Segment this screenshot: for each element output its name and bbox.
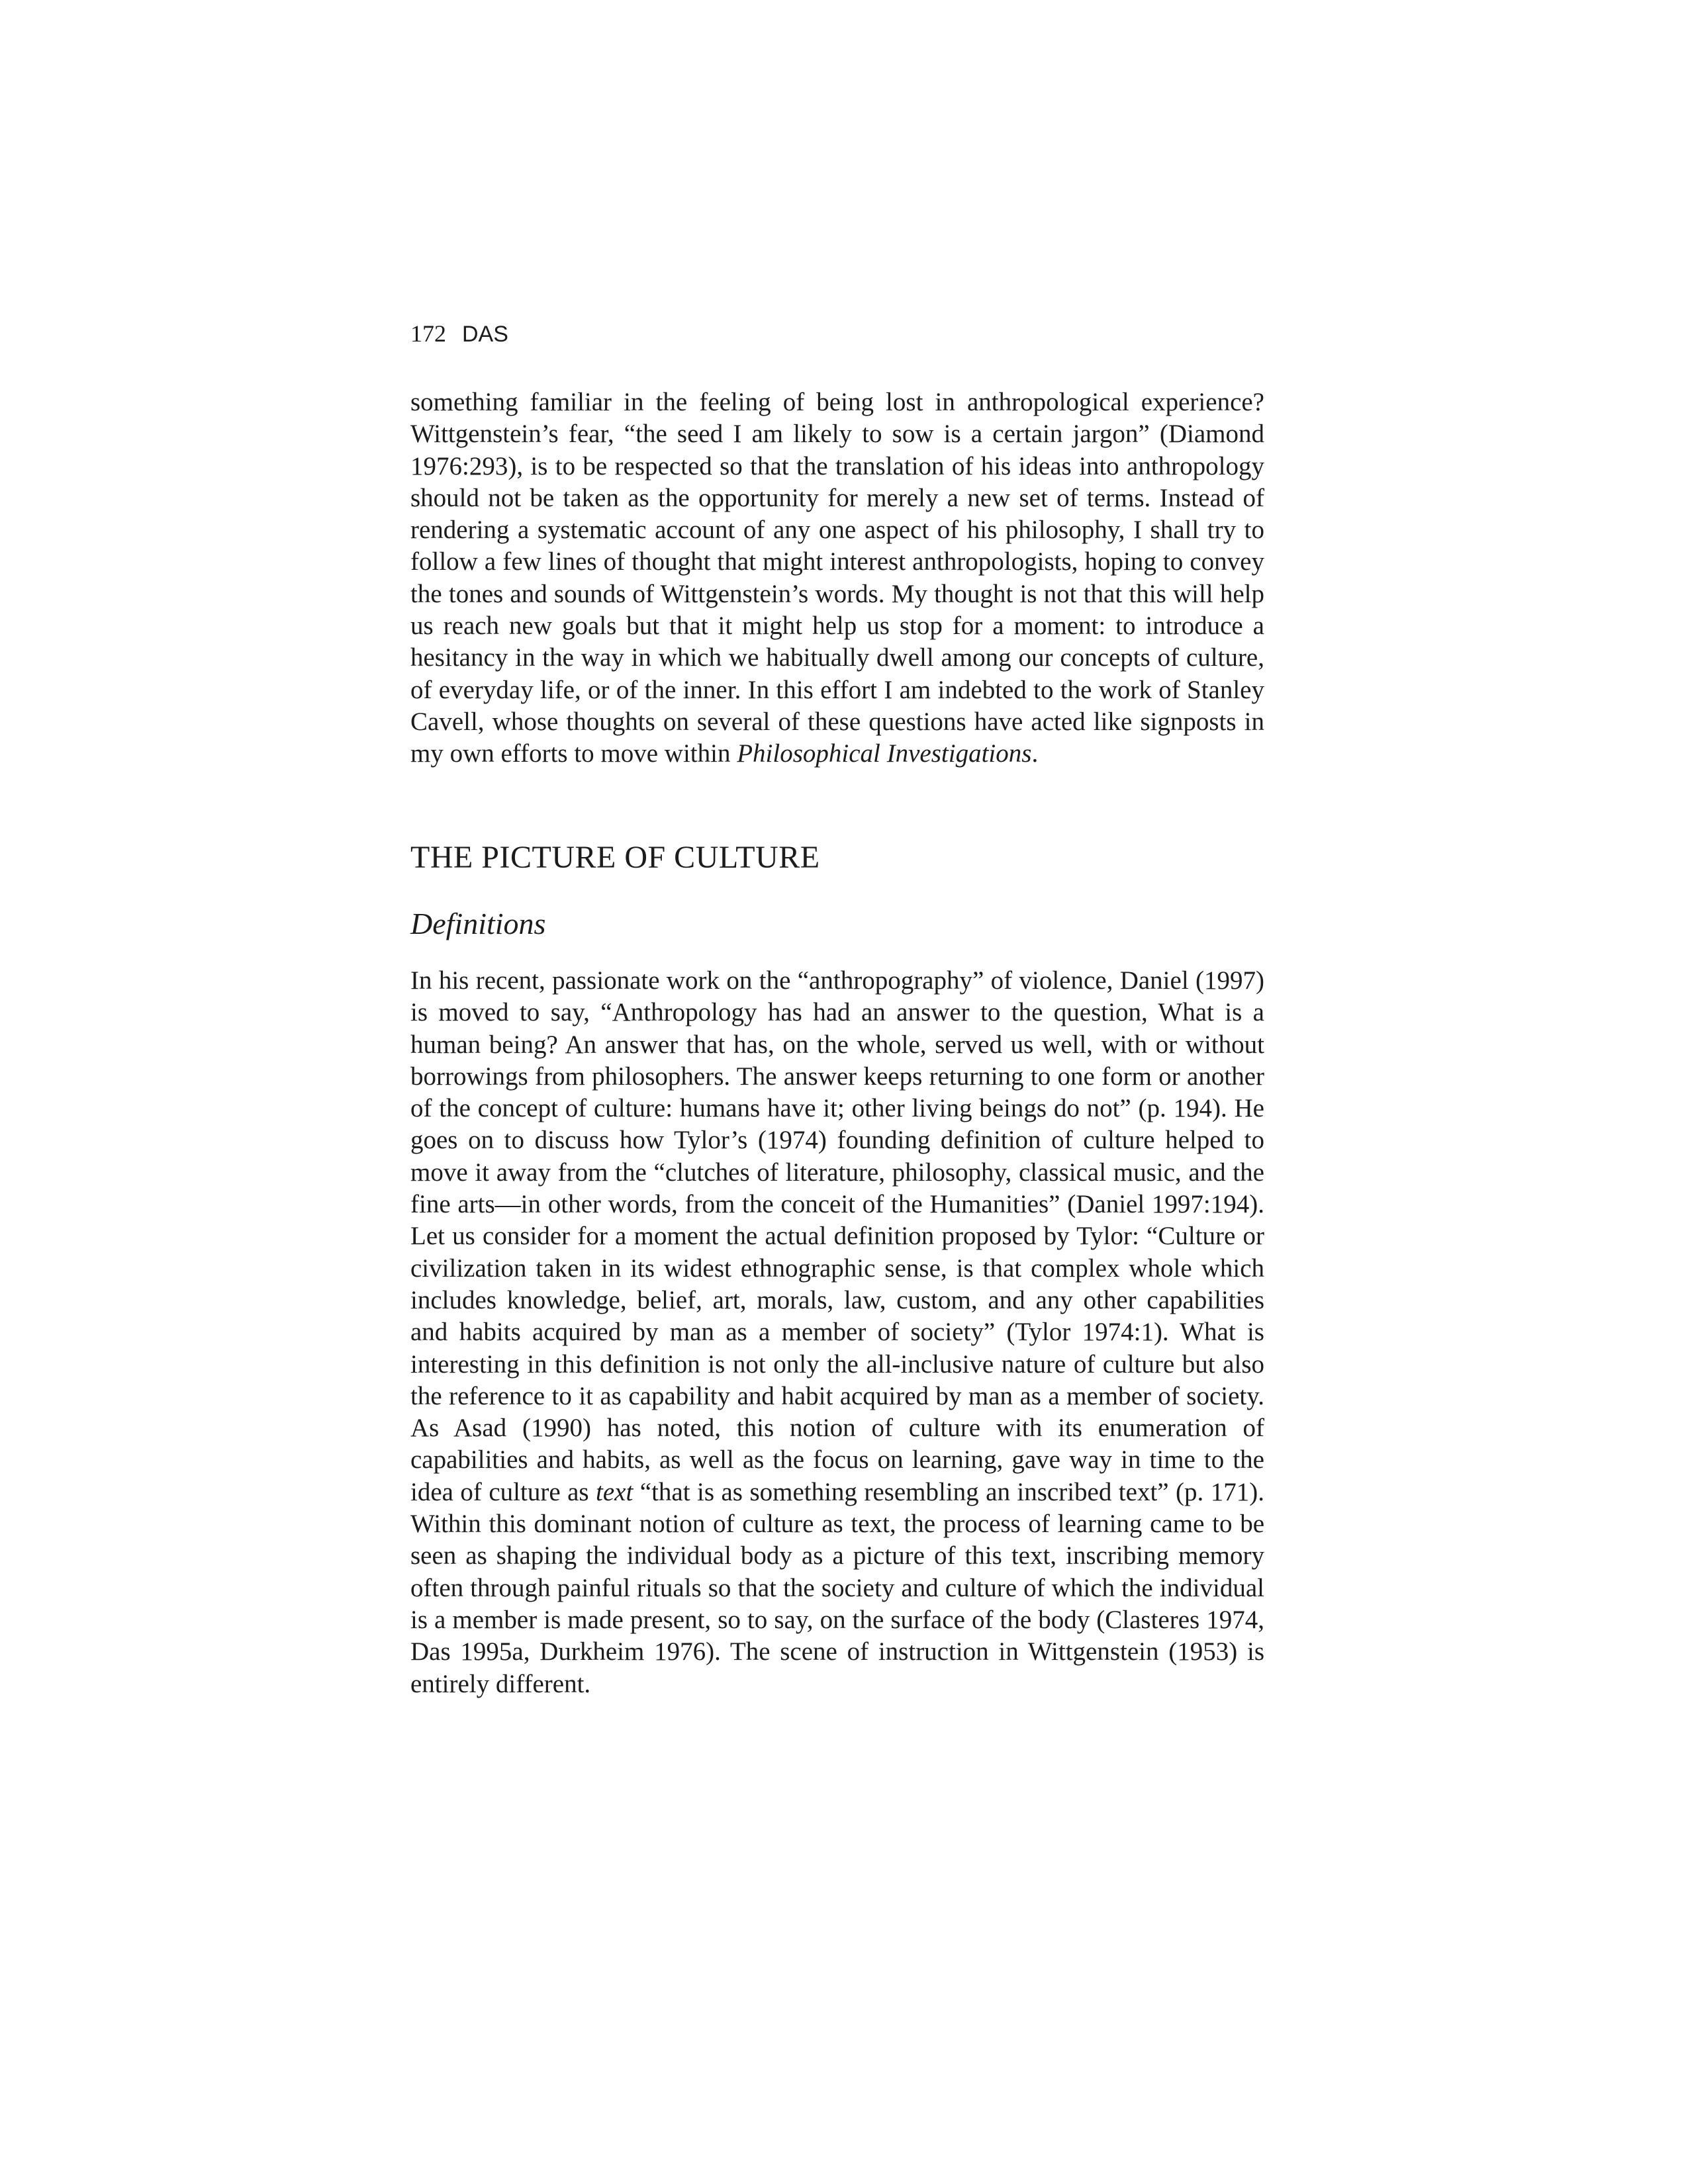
running-author: DAS xyxy=(462,322,508,347)
intro-paragraph xyxy=(410,387,1264,770)
intro-text xyxy=(410,387,1264,770)
body-text xyxy=(410,965,1264,1700)
intro-text-end: . xyxy=(1031,739,1039,768)
body-text-main: In his recent, passionate work on the “anthropography” of violence, Daniel (1997) is moved to say, “Anthropology has had an answer to the question, What is a human being? An answer that has, on the whole, served us well, with or without borrowings from philosophers. The answer keeps returning to one form or another of the concept of culture: humans have it; other living beings do not” (p. 194). He goes on to discuss how Tylor’s (1974) founding definition of culture helped to move it away from the “clutches of literature, philosophy, classical music, and the fine arts—in other words, from the conceit of the Humanities” (Daniel 1997:194). Let us consider for a moment the actual definition proposed by Tylor: “Culture or civilization taken in its widest ethnographic sense, is that complex whole which includes knowledge, belief, art, morals, law, custom, and any other capabilities and habits acquired by man as a member of society” (Tylor 1974:1). What is interesting in this definition is not only the all-inclusive nature of culture but also the reference to it as capability and habit acquired by man as a member of society. As Asad (1990) has noted, this notion of culture with its enumeration of capabilities and habits, as well as the focus on learning, gave way in time to the idea of culture as xyxy=(410,966,1264,1506)
body-paragraph xyxy=(410,965,1264,1700)
body-text-end: “that is as something resembling an inscribed text” (p. 171). Within this dominant notion of culture as text, the process of learning came to be seen as shaping the individual body as a picture of this text, inscribing memory often through painful rituals so that the society and culture of which the individual is a member is made present, so to say, on the surface of the body (Clasteres 1974, Das 1995a, Durkheim 1976). The scene of instruction in Wittgenstein (1953) is entirely different. xyxy=(410,1477,1264,1698)
running-header xyxy=(410,319,508,349)
italic-term: text xyxy=(596,1477,633,1506)
section-heading: THE PICTURE OF CULTURE xyxy=(410,840,820,875)
subsection-heading: Definitions xyxy=(410,907,546,940)
page-number: 172 xyxy=(410,320,446,347)
book-title: Philosophical Investigations xyxy=(737,739,1032,768)
intro-text-main: something familiar in the feeling of being lost in anthropological experience? Wittgenstein’s fear, “the seed I am likely to sow is a certain jargon” (Diamond 1976:293), is to be respected so that the translation of his ideas into anthropology should not be taken as the opportunity for merely a new set of terms. Instead of rendering a systematic account of any one aspect of his philosophy, I shall try to follow a few lines of thought that might interest anthropologists, hoping to convey the tones and sounds of Wittgenstein’s words. My thought is not that this will help us reach new goals but that it might help us stop for a moment: to introduce a hesitancy in the way in which we habitually dwell among our concepts of culture, of everyday life, or of the inner. In this effort I am indebted to the work of Stanley Cavell, whose thoughts on several of these questions have acted like signposts in my own efforts to move within xyxy=(410,388,1264,768)
